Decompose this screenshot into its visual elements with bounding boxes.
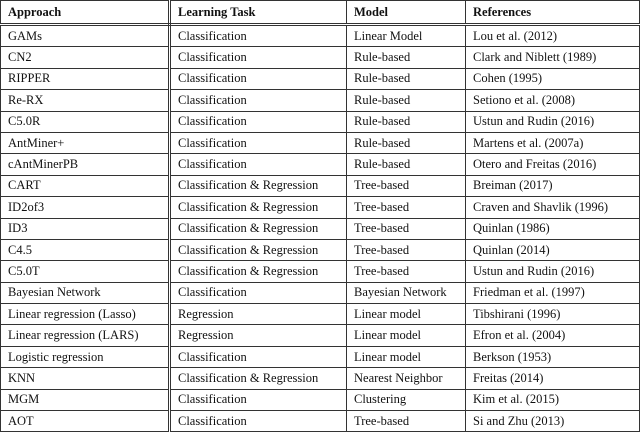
cell-approach: Linear regression (LARS) xyxy=(1,325,170,346)
table-row xyxy=(1,154,640,175)
cell-reference: Friedman et al. (1997) xyxy=(466,282,640,303)
cell-approach: C4.5 xyxy=(1,239,170,260)
cell-model: Linear model xyxy=(347,325,466,346)
cell-approach: C5.0R xyxy=(1,111,170,132)
cell-reference: Craven and Shavlik (1996) xyxy=(466,197,640,218)
table-row xyxy=(1,261,640,282)
cell-model: Clustering xyxy=(347,389,466,410)
cell-model: Rule-based xyxy=(347,111,466,132)
cell-model: Tree-based xyxy=(347,239,466,260)
table-row xyxy=(1,197,640,218)
table-row xyxy=(1,25,640,47)
cell-learning-task: Classification xyxy=(170,25,347,47)
cell-approach: CN2 xyxy=(1,47,170,68)
cell-approach: Linear regression (Lasso) xyxy=(1,304,170,325)
cell-learning-task: Classification & Regression xyxy=(170,239,347,260)
cell-reference: Kim et al. (2015) xyxy=(466,389,640,410)
cell-learning-task: Classification & Regression xyxy=(170,368,347,389)
cell-approach: AOT xyxy=(1,411,170,432)
cell-learning-task: Classification xyxy=(170,389,347,410)
cell-model: Nearest Neighbor xyxy=(347,368,466,389)
cell-model: Tree-based xyxy=(347,218,466,239)
cell-learning-task: Classification xyxy=(170,111,347,132)
table-row xyxy=(1,239,640,260)
table-row xyxy=(1,111,640,132)
cell-reference: Berkson (1953) xyxy=(466,346,640,367)
cell-approach: MGM xyxy=(1,389,170,410)
cell-approach: KNN xyxy=(1,368,170,389)
cell-reference: Efron et al. (2004) xyxy=(466,325,640,346)
cell-learning-task: Classification xyxy=(170,47,347,68)
cell-reference: Otero and Freitas (2016) xyxy=(466,154,640,175)
cell-model: Rule-based xyxy=(347,132,466,153)
table-row xyxy=(1,68,640,89)
cell-model: Linear model xyxy=(347,346,466,367)
cell-approach: cAntMinerPB xyxy=(1,154,170,175)
table-row xyxy=(1,346,640,367)
cell-model: Bayesian Network xyxy=(347,282,466,303)
cell-approach: CART xyxy=(1,175,170,196)
header-references: References xyxy=(466,1,640,25)
cell-learning-task: Classification xyxy=(170,132,347,153)
cell-approach: Bayesian Network xyxy=(1,282,170,303)
table-row xyxy=(1,368,640,389)
table-row xyxy=(1,132,640,153)
cell-model: Linear model xyxy=(347,304,466,325)
cell-learning-task: Classification xyxy=(170,68,347,89)
cell-reference: Quinlan (1986) xyxy=(466,218,640,239)
cell-approach: C5.0T xyxy=(1,261,170,282)
cell-learning-task: Classification & Regression xyxy=(170,197,347,218)
cell-approach: ID2of3 xyxy=(1,197,170,218)
cell-approach: Logistic regression xyxy=(1,346,170,367)
header-learning-task: Learning Task xyxy=(170,1,347,25)
cell-learning-task: Classification & Regression xyxy=(170,218,347,239)
header-approach: Approach xyxy=(1,1,170,25)
cell-model: Rule-based xyxy=(347,47,466,68)
cell-learning-task: Classification & Regression xyxy=(170,175,347,196)
cell-reference: Si and Zhu (2013) xyxy=(466,411,640,432)
cell-learning-task: Regression xyxy=(170,325,347,346)
cell-model: Tree-based xyxy=(347,411,466,432)
cell-learning-task: Classification xyxy=(170,154,347,175)
table-row xyxy=(1,47,640,68)
table-row xyxy=(1,411,640,432)
table-row xyxy=(1,389,640,410)
cell-model: Rule-based xyxy=(347,154,466,175)
header-row xyxy=(1,1,640,25)
cell-model: Tree-based xyxy=(347,197,466,218)
cell-approach: Re-RX xyxy=(1,90,170,111)
cell-learning-task: Classification xyxy=(170,346,347,367)
cell-reference: Ustun and Rudin (2016) xyxy=(466,261,640,282)
cell-reference: Tibshirani (1996) xyxy=(466,304,640,325)
table-row xyxy=(1,325,640,346)
cell-reference: Breiman (2017) xyxy=(466,175,640,196)
header-model: Model xyxy=(347,1,466,25)
cell-model: Rule-based xyxy=(347,90,466,111)
cell-model: Linear Model xyxy=(347,25,466,47)
cell-reference: Martens et al. (2007a) xyxy=(466,132,640,153)
cell-approach: GAMs xyxy=(1,25,170,47)
cell-reference: Clark and Niblett (1989) xyxy=(466,47,640,68)
cell-learning-task: Classification & Regression xyxy=(170,261,347,282)
cell-reference: Cohen (1995) xyxy=(466,68,640,89)
table-row xyxy=(1,175,640,196)
table-row xyxy=(1,282,640,303)
cell-reference: Lou et al. (2012) xyxy=(466,25,640,47)
cell-approach: AntMiner+ xyxy=(1,132,170,153)
table-row xyxy=(1,90,640,111)
cell-reference: Quinlan (2014) xyxy=(466,239,640,260)
cell-learning-task: Classification xyxy=(170,90,347,111)
table-row xyxy=(1,218,640,239)
cell-reference: Ustun and Rudin (2016) xyxy=(466,111,640,132)
cell-approach: ID3 xyxy=(1,218,170,239)
cell-learning-task: Classification xyxy=(170,282,347,303)
cell-model: Tree-based xyxy=(347,175,466,196)
cell-model: Tree-based xyxy=(347,261,466,282)
cell-reference: Setiono et al. (2008) xyxy=(466,90,640,111)
cell-learning-task: Regression xyxy=(170,304,347,325)
cell-approach: RIPPER xyxy=(1,68,170,89)
cell-learning-task: Classification xyxy=(170,411,347,432)
table-row xyxy=(1,304,640,325)
cell-reference: Freitas (2014) xyxy=(466,368,640,389)
cell-model: Rule-based xyxy=(347,68,466,89)
